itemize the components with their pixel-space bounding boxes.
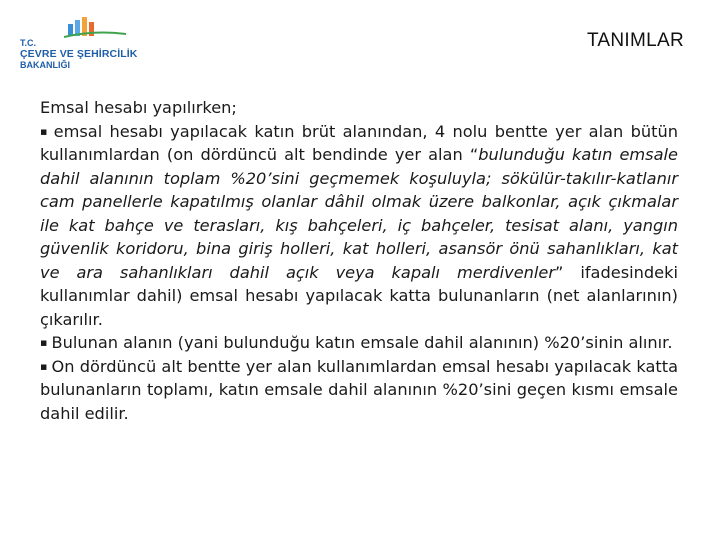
page-title: TANIMLAR: [586, 30, 684, 51]
bullet-2-text: Bulunan alanın (yani bulunduğu katın emsale dahil alanının) %20’sinin alınır.: [51, 333, 673, 352]
logo-text: [20, 38, 137, 71]
bullet-item-3: [40, 355, 678, 426]
bullet-square-icon: ▪: [40, 336, 48, 349]
bullet-1-text-end: ” ifadesindeki kullanımlar dahil) emsal hesabı yapılacak katta bulunanların (net alanlarının) çıkarılır.: [40, 262, 678, 329]
bullet-square-icon: ▪: [40, 359, 48, 373]
ministry-logo: [14, 12, 164, 70]
bullet-1-quoted-italic: bulunduğu katın emsale dahil alanının toplam %20’sini geçmemek koşuluyla; sökülür-takılır-katlanır cam panellerle kapatılmış olanlar dâhil olmak üzere balkonlar, açık çıkmalar ile kat bahçe ve terasları, kış bahçeleri, iç bahçeler, tesisat alanı, yangın güvenlik koridoru, bina giriş holleri, kat holleri, asansör önü sahanlıkları, kat ve ara sahanlıkları dahil açık veya kapalı merdivenler: [40, 145, 678, 282]
bullet-square-icon: ▪: [40, 124, 50, 138]
body-text: [40, 96, 678, 425]
logo-line-ministry: ÇEVRE VE ŞEHİRCİLİK: [20, 48, 138, 60]
bullet-3-text: On dördüncü alt bentte yer alan kullanımlardan emsal hesabı yapılacak katta bulunanların toplamı, katın emsale dahil alanının %20’sini geçen kısmı emsale dahil edilir.: [40, 356, 678, 423]
logo-line-bakanligi: BAKANLIĞI: [20, 60, 70, 70]
intro-line: Emsal hesabı yapılırken;: [40, 98, 237, 117]
logo-emblem-icon: [64, 16, 126, 38]
logo-line-tc: T.C.: [20, 38, 37, 48]
bullet-item-1: [40, 120, 678, 332]
bullet-item-2: [40, 331, 678, 355]
bullet-1-text-start: emsal hesabı yapılacak katın brüt alanından, 4 nolu bentte yer alan bütün kullanımlardan (on dördüncü alt bendinde yer alan “: [40, 121, 678, 164]
